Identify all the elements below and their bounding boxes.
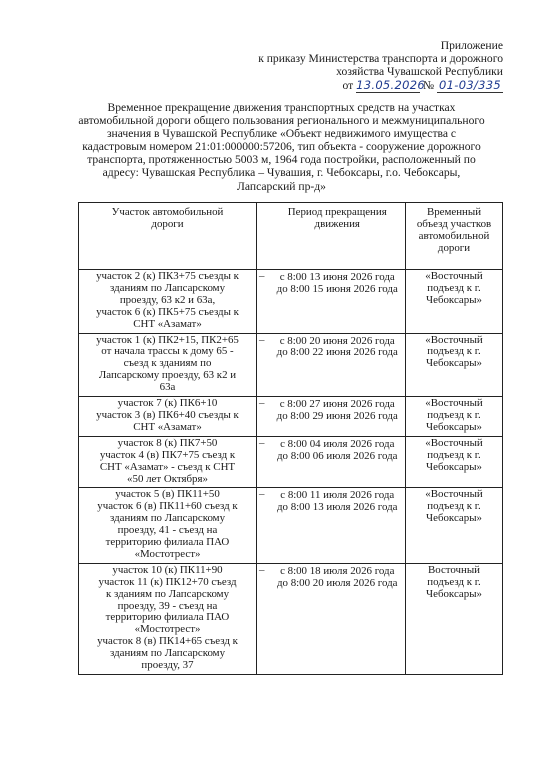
dash-mark: – <box>259 270 265 282</box>
section-line: участок 5 (в) ПК11+50 <box>115 488 220 501</box>
period-cell <box>270 333 406 397</box>
dash-cell <box>257 333 270 397</box>
section-cell <box>79 397 257 437</box>
number-label: № <box>423 78 435 92</box>
handwritten-number: 01-03/335 <box>439 77 501 92</box>
detour-line: «Восточный <box>425 270 483 282</box>
section-cell <box>79 488 257 563</box>
period-cell <box>270 488 406 563</box>
detour-line: подъезд к г. <box>427 408 481 421</box>
section-line: 63а <box>159 381 176 394</box>
section-line: проезду, 41 - съезд на <box>117 524 218 537</box>
section-line: СНТ «Азамат» - съезд к СНТ <box>99 460 236 473</box>
section-cell <box>79 563 257 674</box>
detour-line: Чебоксары» <box>426 512 482 525</box>
period-line: с 8:00 04 июля 2026 года <box>280 437 395 450</box>
period-line: с 8:00 18 июля 2026 года <box>280 564 395 577</box>
section-line: участок 2 (к) ПК3+75 съезды к <box>96 270 239 282</box>
section-cell <box>79 436 257 488</box>
table-row <box>79 397 503 437</box>
section-line: проезду, 37 <box>141 659 194 672</box>
table-row <box>79 488 503 563</box>
detour-line: Чебоксары» <box>426 293 482 306</box>
detour-line: «Восточный <box>425 333 483 346</box>
dash-cell <box>257 397 270 437</box>
detour-line: Чебоксары» <box>426 460 482 473</box>
section-line: Лапсарскому проезду, 63 к2 и <box>98 369 237 382</box>
section-line: зданиям по Лапсарскому <box>109 281 226 294</box>
heading-line: Лапсарский пр-д» <box>237 179 326 193</box>
appendix-order-line: к приказу Министерства транспорта и дорожного <box>258 52 503 66</box>
section-line: территорию филиала ПАО <box>105 611 230 624</box>
detour-line: подъезд к г. <box>427 448 481 461</box>
section-line: территорию филиала ПАО <box>105 536 230 549</box>
section-line: от начала трассы к дому 65 - <box>101 345 234 358</box>
appendix-block <box>203 39 503 93</box>
dash-mark: – <box>259 488 265 501</box>
detour-line: «Восточный <box>425 397 483 410</box>
section-line: участок 11 (к) ПК12+70 съезд <box>98 575 237 588</box>
table-row <box>79 270 503 334</box>
detour-line: подъезд к г. <box>427 281 481 294</box>
period-line: до 8:00 29 июня 2026 года <box>276 409 398 422</box>
period-cell <box>270 270 406 334</box>
header-detour: Временный объезд участков автомобильной дороги <box>406 203 503 270</box>
dash-mark: – <box>259 563 265 576</box>
detour-cell <box>406 270 503 334</box>
date-field <box>356 77 425 93</box>
detour-line: подъезд к г. <box>427 575 481 588</box>
period-line: с 8:00 27 июня 2026 года <box>279 398 395 411</box>
section-line: участок 7 (к) ПК6+10 <box>117 397 218 410</box>
section-line: участок 3 (в) ПК6+40 съезды к <box>96 408 239 421</box>
heading-line: адресу: Чувашская Республика – Чувашия, г. Чебоксары, г.о. Чебоксары, <box>102 166 461 180</box>
heading-line: значения в Чувашской Республике «Объект недвижимого имущества с <box>106 127 457 141</box>
section-line: участок 10 (к) ПК11+90 <box>112 563 223 576</box>
section-cell <box>79 333 257 397</box>
closure-table <box>78 202 503 675</box>
table-row <box>79 333 503 397</box>
detour-line: Чебоксары» <box>426 357 482 370</box>
heading-line: транспорта, протяженностью 5003 м, 1964 года постройки, расположенный по <box>87 153 476 167</box>
section-line: «50 лет Октября» <box>127 472 208 485</box>
period-cell <box>270 397 406 437</box>
detour-line: Чебоксары» <box>426 420 482 433</box>
section-line: зданиям по Лапсарскому <box>109 512 226 525</box>
section-line: зданиям по Лапсарскому <box>109 647 226 660</box>
appendix-title: Приложение <box>440 39 503 52</box>
table-body <box>79 270 503 675</box>
period-line: до 8:00 06 июля 2026 года <box>277 449 398 462</box>
period-line: до 8:00 15 июня 2026 года <box>276 282 398 295</box>
section-line: к зданиям по Лапсарскому <box>105 587 230 600</box>
detour-line: подъезд к г. <box>427 345 481 358</box>
detour-cell <box>406 436 503 488</box>
detour-line: «Восточный <box>425 488 483 501</box>
number-field <box>437 79 503 93</box>
section-line: проезду, 39 - съезд на <box>117 599 218 612</box>
section-line: участок 4 (в) ПК7+75 съезд к <box>99 448 236 461</box>
detour-line: подъезд к г. <box>427 500 481 513</box>
period-cell <box>270 436 406 488</box>
period-line: до 8:00 20 июля 2026 года <box>277 576 398 589</box>
detour-line: «Восточный <box>425 436 483 449</box>
section-line: «Мостотрест» <box>134 623 201 636</box>
period-line: до 8:00 13 июля 2026 года <box>277 501 398 514</box>
table-row <box>79 436 503 488</box>
table-header-row <box>79 203 503 270</box>
section-line: участок 8 (к) ПК7+50 <box>117 436 218 449</box>
section-line: участок 1 (к) ПК2+15, ПК2+65 <box>96 333 239 346</box>
heading-line: автомобильной дороги общего пользования регионального и межмуниципального <box>78 114 485 128</box>
dash-cell <box>257 436 270 488</box>
dash-mark: – <box>259 436 265 449</box>
appendix-ministry-line: хозяйства Чувашской Республики <box>336 65 503 79</box>
dash-cell <box>257 563 270 674</box>
detour-cell <box>406 397 503 437</box>
heading-line: Временное прекращение движения транспортных средств на участках <box>107 101 456 114</box>
section-line: участок 6 (к) ПК5+75 съезды к <box>96 305 239 318</box>
period-line: с 8:00 13 июня 2026 года <box>279 271 395 283</box>
heading-line: кадастровым номером 21:01:000000:57206, тип объекта - сооружение дорожного <box>82 140 481 154</box>
handwritten-date: 13.05.2026 <box>356 77 425 92</box>
section-line: съезд к зданиям по <box>123 357 212 370</box>
header-section: Участок автомобильной дороги <box>79 203 257 270</box>
detour-line: Восточный <box>427 563 481 576</box>
detour-line: Чебоксары» <box>426 587 482 600</box>
section-line: «Мостотрест» <box>134 547 201 560</box>
header-period: Период прекращения движения <box>270 203 406 270</box>
detour-cell <box>406 333 503 397</box>
dash-mark: – <box>259 333 265 346</box>
from-label: от <box>342 78 354 92</box>
section-cell <box>79 270 257 334</box>
appendix-date-number-line <box>203 79 503 93</box>
dash-cell <box>257 270 270 334</box>
period-line: с 8:00 11 июля 2026 года <box>280 489 395 502</box>
dash-mark: – <box>259 397 265 410</box>
period-cell <box>270 563 406 674</box>
section-line: СНТ «Азамат» <box>133 420 202 433</box>
document-heading <box>60 101 503 193</box>
period-line: до 8:00 22 июня 2026 года <box>276 346 398 359</box>
header-spacer <box>257 203 270 270</box>
section-line: участок 6 (в) ПК11+60 съезд к <box>97 500 238 513</box>
section-line: проезду, 63 к2 и 63а, <box>119 293 216 306</box>
section-line: участок 8 (в) ПК14+65 съезд к <box>97 635 238 648</box>
section-line: СНТ «Азамат» <box>133 317 202 330</box>
table-row <box>79 563 503 674</box>
period-line: с 8:00 20 июня 2026 года <box>279 334 395 347</box>
detour-cell <box>406 563 503 674</box>
detour-cell <box>406 488 503 563</box>
dash-cell <box>257 488 270 563</box>
